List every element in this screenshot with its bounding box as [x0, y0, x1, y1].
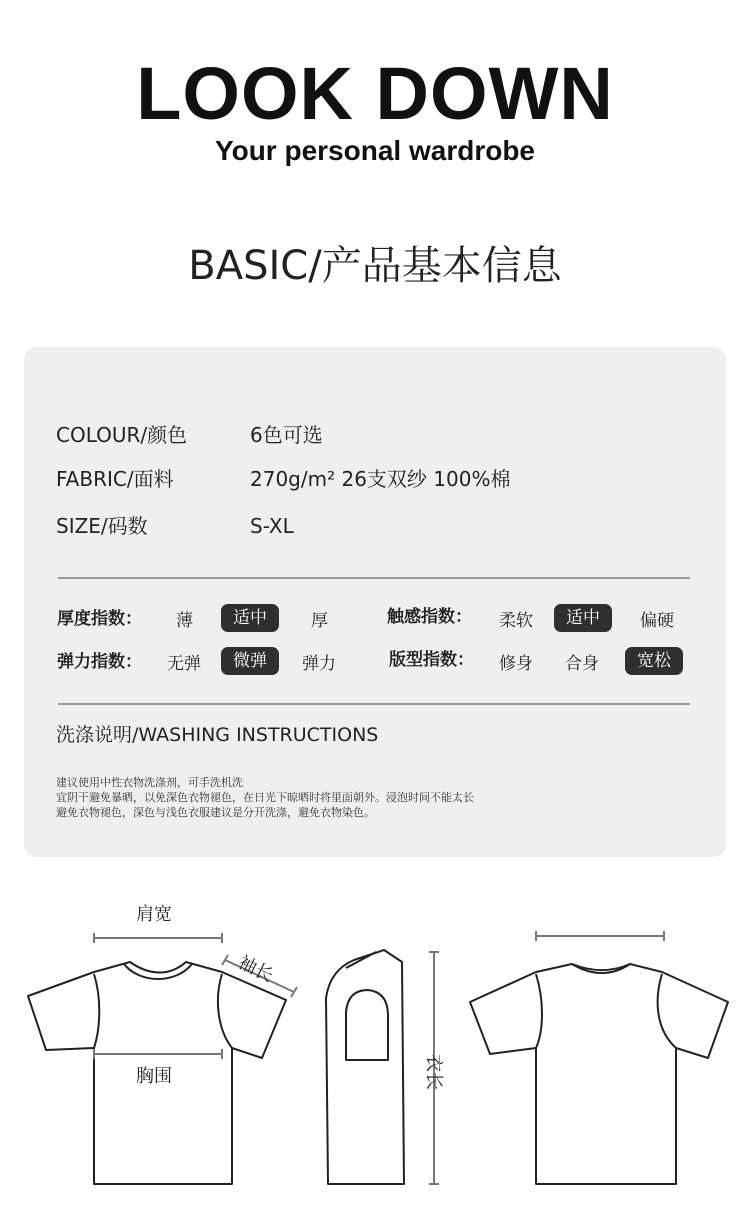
measurement-diagram	[0, 890, 750, 1224]
brand-subtitle: Your personal wardrobe	[215, 135, 535, 166]
info-value: 270g/m² 26支双纱 100%棉	[250, 467, 511, 491]
info-label: SIZE/码数	[56, 514, 148, 538]
feel-option-medium-selected: 适中	[554, 604, 612, 632]
front-left-armhole	[94, 974, 99, 1048]
fit-option-loose-selected: 宽松	[625, 647, 683, 675]
divider	[58, 577, 690, 579]
info-value: 6色可选	[250, 423, 323, 447]
info-label: COLOUR/颜色	[56, 423, 188, 447]
brand-title: LOOK DOWN	[136, 52, 614, 135]
elasticity-option-stretch: 弹力	[302, 654, 336, 674]
back-collar	[572, 964, 630, 973]
chest-label: 胸围	[136, 1066, 172, 1087]
tshirt-diagram-svg	[0, 890, 750, 1224]
front-right-armhole	[218, 974, 232, 1048]
feel-index-label: 触感指数：	[387, 607, 472, 627]
sleeve-length-label: 袖长	[234, 952, 277, 987]
side-tshirt-outline	[326, 950, 404, 1184]
thickness-option-thin: 薄	[176, 611, 193, 631]
back-right-armhole	[658, 974, 676, 1048]
shoulder-width-label: 肩宽	[136, 904, 172, 925]
feel-option-hard: 偏硬	[640, 611, 674, 631]
back-tshirt-outline	[470, 964, 728, 1184]
body-length-label: 衣长	[423, 1054, 444, 1090]
back-left-armhole	[536, 974, 542, 1048]
thickness-index-label: 厚度指数：	[57, 609, 142, 629]
info-label: FABRIC/面料	[56, 467, 174, 491]
washing-line: 避免衣物褪色，深色与浅色衣服建议是分开洗涤，避免衣物染色。	[56, 806, 375, 819]
side-collar	[346, 952, 376, 968]
info-value: S-XL	[250, 514, 294, 538]
fit-option-slim: 修身	[499, 654, 533, 674]
fit-option-regular: 合身	[565, 654, 599, 674]
elasticity-option-none: 无弹	[167, 654, 201, 674]
divider	[58, 703, 690, 705]
washing-line: 宜阴干避免暴晒，以免深色衣物褪色，在日光下晾晒时将里面朝外。浸泡时间不能太长	[56, 791, 474, 804]
washing-line: 建议使用中性衣物洗涤剂，可手洗机洗	[56, 776, 243, 789]
thickness-option-thick: 厚	[311, 611, 328, 631]
section-title: BASIC/产品基本信息	[188, 243, 562, 289]
feel-option-soft: 柔软	[499, 611, 533, 631]
product-info-card	[24, 347, 726, 857]
elasticity-option-slight-selected: 微弹	[221, 647, 279, 675]
fit-index-label: 版型指数：	[389, 650, 474, 670]
thickness-option-medium-selected: 适中	[221, 604, 279, 632]
washing-title: 洗涤说明/WASHING INSTRUCTIONS	[56, 724, 379, 746]
elasticity-index-label: 弹力指数：	[57, 652, 142, 672]
side-sleeve	[346, 990, 388, 1060]
